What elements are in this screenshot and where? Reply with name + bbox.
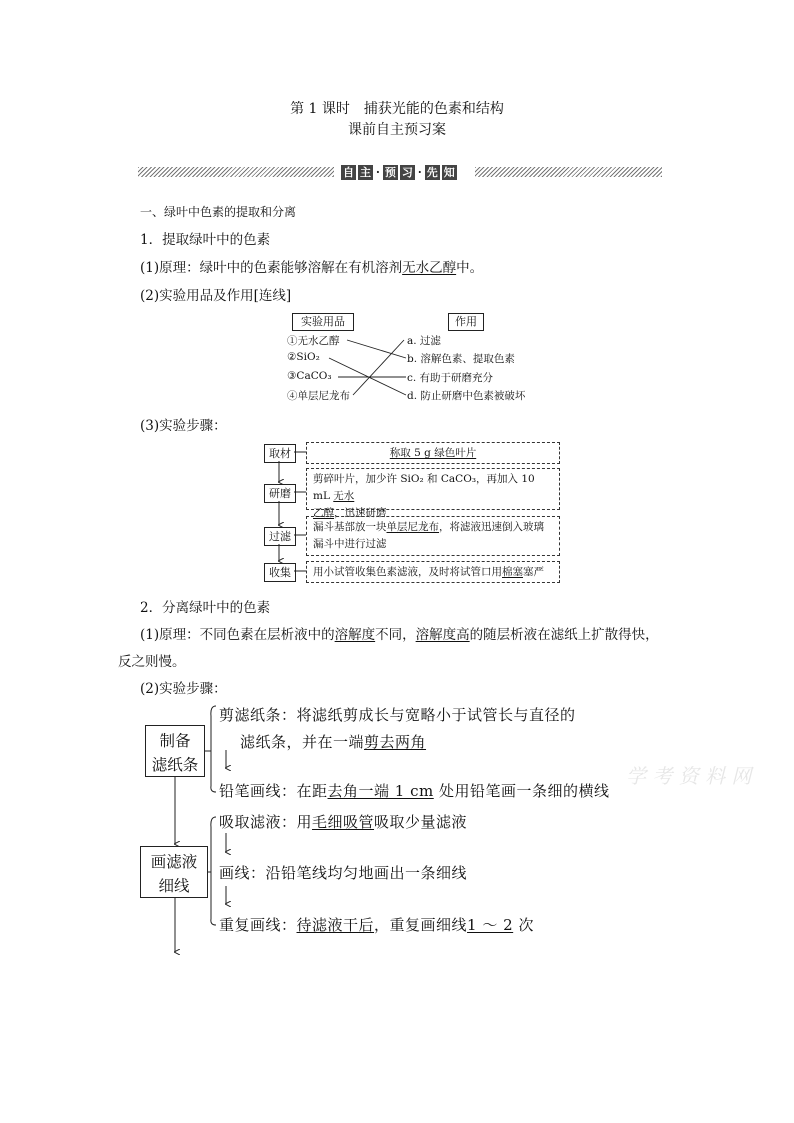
flow-step-box: 过滤 — [264, 527, 296, 546]
banner-char: 自 — [343, 165, 354, 179]
answer-blank: 无水 — [333, 490, 355, 502]
steps-title: (3)实验步骤： — [140, 418, 227, 434]
watermark: 学 考 资 料 网 — [626, 764, 752, 788]
step-text: 剪滤纸条：将滤纸剪成长与宽略小于试管长与直径的 — [219, 706, 576, 724]
match-right-item: d. 防止研磨中色素被破坏 — [407, 390, 526, 402]
principle-text: (1)原理：绿叶中的色素能够溶解在有机溶剂无水乙醇中。 — [140, 260, 484, 276]
answer-blank: 溶解度高 — [415, 627, 470, 643]
answer-blank: 单层尼龙布 — [386, 521, 439, 533]
match-right-header: 作用 — [448, 313, 484, 331]
step-text: 吸取滤液：用毛细吸管吸取少量滤液 — [219, 813, 468, 831]
match-left-item: ④单层尼龙布 — [287, 390, 350, 402]
flow-detail: 称取 5 g 绿色叶片 — [306, 442, 560, 464]
banner-char: 先 — [426, 165, 438, 179]
flow-step-box: 研磨 — [264, 484, 296, 503]
answer-blank: 剪去两角 — [364, 733, 427, 751]
flow-detail: 用小试管收集色素滤液，及时将试管口用棉塞塞严 — [306, 561, 560, 583]
banner-char: 知 — [443, 165, 455, 179]
answer-blank: 1 ～ 2 — [467, 916, 514, 934]
flow-step-box: 取材 — [264, 444, 296, 463]
item-heading: 1．提取绿叶中的色素 — [140, 232, 271, 248]
page-subtitle: 课前自主预习案 — [348, 122, 446, 138]
flow-arrows — [279, 452, 306, 571]
match-lines — [329, 340, 406, 395]
page-title: 第 1 课时 捕获光能的色素和结构 — [290, 101, 504, 117]
match-left-item: ②SiO₂ — [287, 351, 320, 363]
flow-step-box: 收集 — [264, 563, 296, 582]
principle-text: 反之则慢。 — [118, 654, 186, 670]
step-text: 滤纸条，并在一端剪去两角 — [240, 733, 427, 751]
materials-title: (2)实验用品及作用[连线] — [140, 288, 292, 304]
answer-blank: 乙醇 — [313, 507, 334, 519]
item-heading: 2．分离绿叶中的色素 — [140, 600, 271, 616]
match-right-item: b. 溶解色素、提取色素 — [407, 353, 515, 365]
match-left-item: ③CaCO₃ — [287, 370, 332, 382]
flow-detail: 剪碎叶片，加少许 SiO₂ 和 CaCO₃，再加入 10 mL 无水 乙醇，迅速研磨 — [306, 468, 560, 510]
step-text: 铅笔画线：在距去角一端 1 cm 处用铅笔画一条细的横线 — [219, 782, 610, 800]
answer-blank: 无水乙醇 — [402, 260, 457, 276]
answer-blank: 毛细吸管 — [312, 813, 375, 831]
flow-detail: 漏斗基部放一块单层尼龙布，将滤液迅速倒入玻璃 漏斗中进行过滤 — [306, 516, 560, 556]
answer-blank: 棉塞 — [502, 566, 523, 578]
answer-blank: 溶解度 — [334, 627, 376, 643]
section-banner: 自 主 · 预 习 · 先 知 — [138, 164, 662, 180]
banner-char: 主 — [360, 165, 371, 179]
step-text: 画线：沿铅笔线均匀地画出一条细线 — [219, 864, 468, 882]
match-left-header: 实验用品 — [292, 313, 354, 331]
step-box: 画滤液 细线 — [140, 846, 208, 898]
answer-blank: 待滤液干后 — [296, 916, 375, 934]
banner-char: 预 — [384, 165, 396, 179]
step-text: 重复画线：待滤液干后，重复画细线1 ～ 2 次 — [219, 916, 534, 934]
step-arrows — [175, 706, 226, 952]
match-right-item: a. 过滤 — [407, 335, 441, 347]
step-box: 制备 滤纸条 — [145, 725, 205, 777]
banner-char: 习 — [401, 165, 413, 179]
match-right-item: c. 有助于研磨充分 — [407, 372, 494, 384]
steps-title: (2)实验步骤： — [140, 681, 227, 697]
answer-blank: 去角一端 1 cm — [327, 782, 434, 800]
match-left-item: ①无水乙醇 — [287, 335, 340, 347]
principle-text: (1)原理：不同色素在层析液中的溶解度不同，溶解度高的随层析液在滤纸上扩散得快， — [140, 627, 659, 643]
section-heading: 一、绿叶中色素的提取和分离 — [140, 205, 297, 219]
